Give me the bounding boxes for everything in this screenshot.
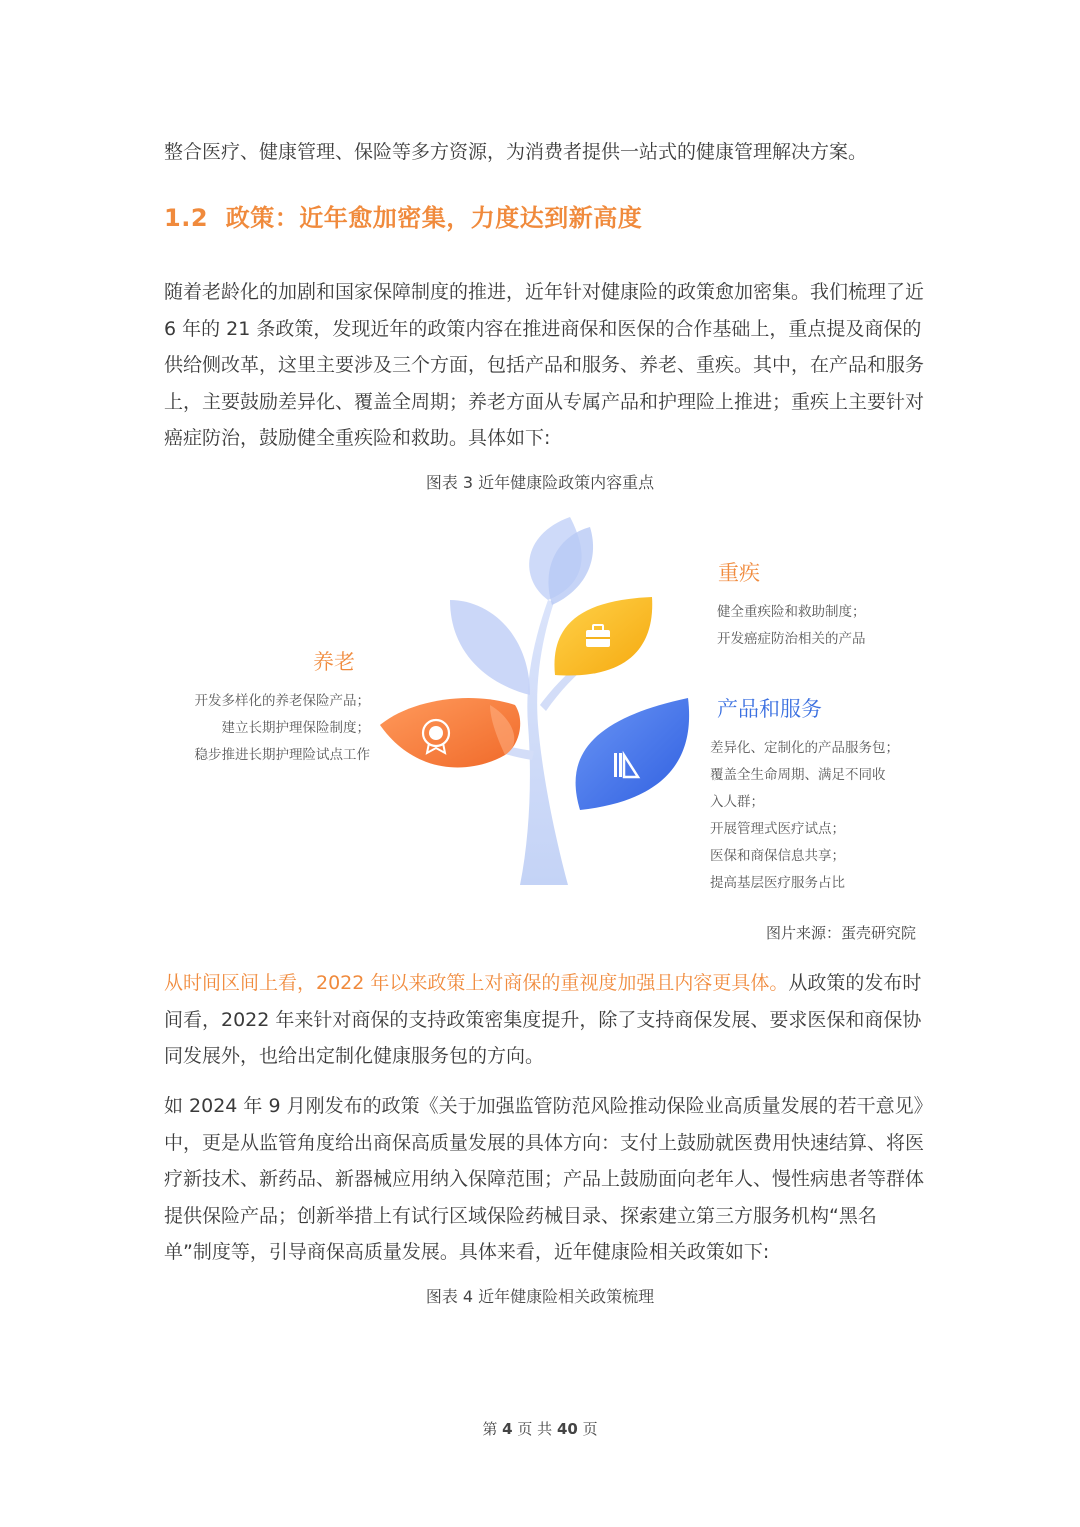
section-heading <box>164 198 642 233</box>
section-number: 1.2 <box>164 204 209 232</box>
list-item: 稳步推进长期护理险试点工作 <box>194 747 370 763</box>
list-item: 建立长期护理保险制度； <box>221 720 370 736</box>
critical-list <box>717 599 866 653</box>
page-number: 4 <box>502 1420 513 1438</box>
figure-4-caption: 图表 4 近年健康险相关政策梳理 <box>425 1287 655 1306</box>
footer-suffix: 页 <box>582 1420 598 1438</box>
paragraph-3: 如 2024 年 9 月刚发布的政策《关于加强监管防范风险推动保险业高质量发展的若干意见》中，更是从监管角度给出商保高质量发展的具体方向：支付上鼓励就医费用快速结算、将医疗新技术、新药品、新器械应用纳入保障范围；产品上鼓励面向老年人、慢性病患者等群体提供保险产品；创新举措上有试行区域保险药械目录、探索建立第三方服务机构“黑名单”制度等，引导商保高质量发展。具体来看，近年健康险相关政策如下: <box>164 1095 925 1263</box>
product-title: 产品和服务 <box>717 697 822 721</box>
list-item: 入人群； <box>710 794 764 810</box>
list-item: 医保和商保信息共享； <box>710 848 845 864</box>
list-item: 开发多样化的养老保险产品； <box>194 693 370 709</box>
figure-3 <box>160 505 920 905</box>
footer-mid: 页 共 <box>517 1420 553 1438</box>
paragraph-2-rest: 从政策的发布时间看，2022 年来针对商保的支持政策密集度提升，除了支持商保发展、要求医保和商保协同发展外，也给出定制化健康服务包的方向。 <box>164 972 922 1067</box>
section-title: 政策：近年愈加密集，力度达到新高度 <box>225 204 643 232</box>
list-item: 提高基层医疗服务占比 <box>710 875 845 891</box>
footer-prefix: 第 <box>482 1420 498 1438</box>
figure-source: 图片来源：蛋壳研究院 <box>765 924 916 942</box>
product-list <box>710 735 930 897</box>
paragraph-1: 随着老龄化的加剧和国家保障制度的推进，近年针对健康险的政策愈加密集。我们梳理了近 6 年的 21 条政策，发现近年的政策内容在推进商保和医保的合作基础上，重点提及商保的供给侧改革，这里主要涉及三个方面，包括产品和服务、养老、重疾。其中，在产品和服务上，主要鼓励差异化、覆盖全周期；养老方面从专属产品和护理险上推进；重疾上主要针对癌症防治，鼓励健全重疾险和救助。具体如下: <box>164 281 925 449</box>
elder-title: 养老 <box>313 650 355 674</box>
page-total: 40 <box>556 1420 578 1438</box>
highlight-text: 从时间区间上看，2022 年以来政策上对商保的重视度加强且内容更具体。 <box>164 972 789 994</box>
paragraph-2 <box>164 965 924 1075</box>
figure-3-caption: 图表 3 近年健康险政策内容重点 <box>425 473 655 492</box>
page-footer <box>0 1418 1080 1439</box>
list-item: 差异化、定制化的产品服务包； <box>710 740 899 756</box>
intro-line: 整合医疗、健康管理、保险等多方资源，为消费者提供一站式的健康管理解决方案。 <box>164 141 868 163</box>
elder-list <box>174 688 370 769</box>
list-item: 覆盖全生命周期、满足不同收 <box>710 767 886 783</box>
left-leaf <box>450 600 530 695</box>
list-item: 开发癌症防治相关的产品 <box>717 631 866 647</box>
list-item: 健全重疾险和救助制度； <box>717 604 866 620</box>
critical-title: 重疾 <box>718 561 760 585</box>
list-item: 开展管理式医疗试点； <box>710 821 845 837</box>
product-leaf <box>576 698 690 810</box>
